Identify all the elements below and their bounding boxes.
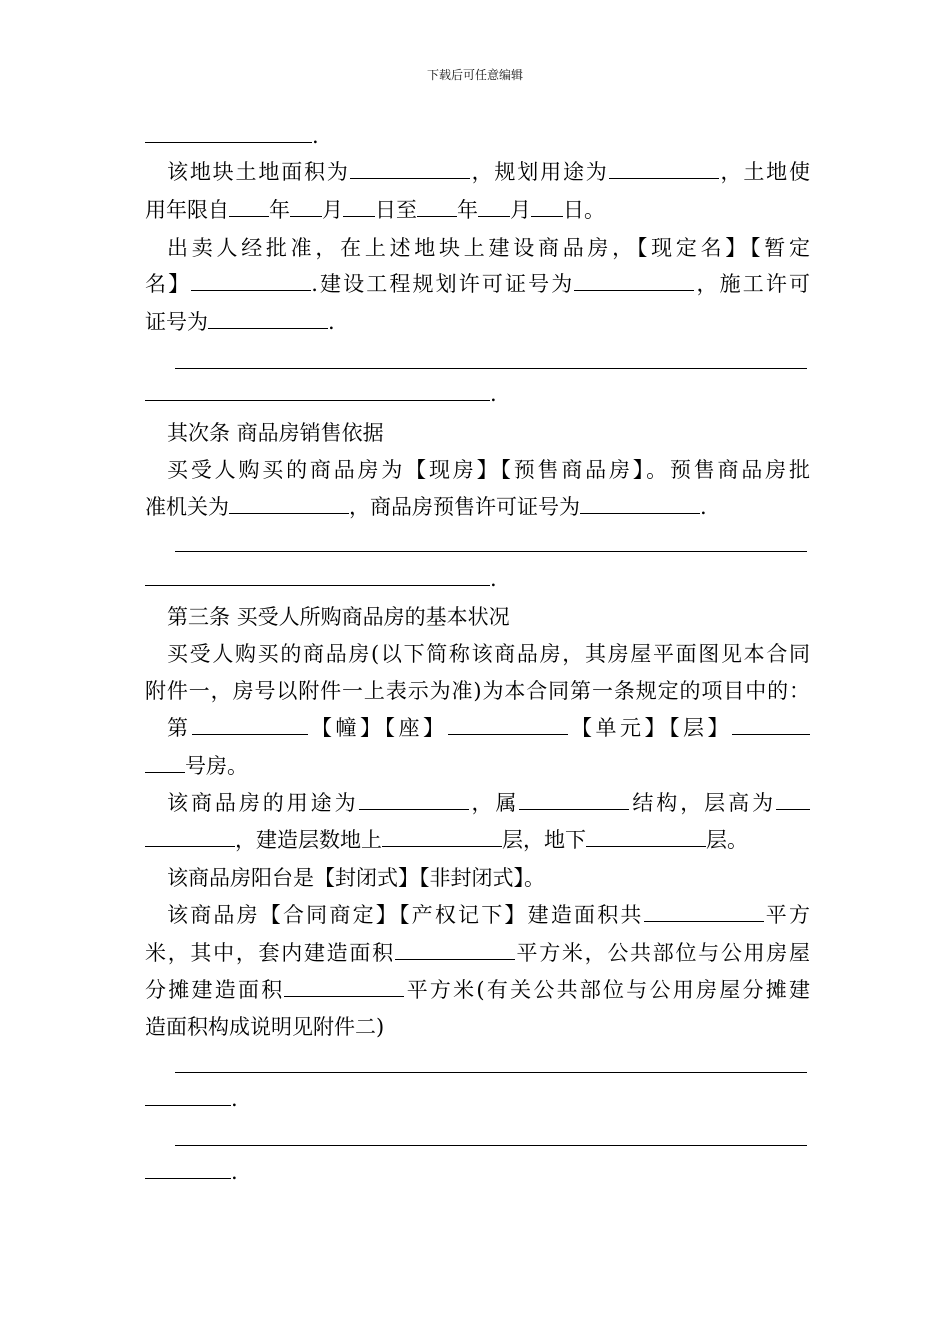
text: 分摊建造面积	[145, 978, 285, 1002]
article2-line-1: 买受人购买的商品房为【现房】【预售商品房】。预售商品房批	[167, 458, 810, 482]
text: ，建造层数地上	[235, 828, 382, 852]
building-blank[interactable]	[192, 716, 308, 735]
fill-line[interactable]	[175, 368, 807, 369]
construction-permit-blank[interactable]	[208, 310, 328, 329]
start-month-blank[interactable]	[290, 198, 322, 217]
text: 该商品房的用途为	[167, 791, 359, 815]
planned-use-blank[interactable]	[609, 160, 719, 179]
text: 日。	[563, 198, 605, 222]
period: .	[231, 1160, 238, 1184]
presale-permit-blank[interactable]	[580, 495, 700, 514]
blank-field[interactable]	[145, 1160, 231, 1179]
text: .建设工程规划许可证号为	[311, 272, 575, 296]
floor-blank[interactable]	[732, 716, 810, 735]
fill-line-end	[145, 382, 810, 406]
blank-field[interactable]	[145, 1087, 231, 1106]
approval-authority-blank[interactable]	[229, 495, 349, 514]
text: 层，地下	[502, 828, 586, 852]
text: 平方米(有关公共部位与公用房屋分摊建	[404, 978, 810, 1002]
seller-line-2	[145, 272, 810, 296]
planning-permit-blank[interactable]	[574, 272, 694, 291]
unit-blank[interactable]	[448, 716, 568, 735]
text: 结构，层高为	[629, 791, 777, 815]
article3-line-8	[167, 903, 810, 927]
article3-line-9	[145, 941, 810, 965]
land-area-blank[interactable]	[350, 160, 470, 179]
text: 【单元】【层】	[567, 716, 732, 740]
end-month-blank[interactable]	[478, 198, 510, 217]
text: 年	[457, 198, 478, 222]
text: 平方米，公共部位与公用房屋	[514, 941, 810, 965]
period: .	[490, 382, 497, 406]
fill-line-end	[145, 1087, 810, 1111]
land-line-1	[167, 160, 810, 184]
blank-field[interactable]	[145, 382, 490, 401]
period: .	[312, 124, 319, 148]
start-year-blank[interactable]	[229, 198, 269, 217]
article3-line-10	[145, 978, 810, 1002]
text: 月	[510, 198, 531, 222]
end-day-blank[interactable]	[531, 198, 563, 217]
text: 层。	[706, 828, 748, 852]
floor-height-blank[interactable]	[776, 791, 810, 810]
text: 证号为	[145, 310, 208, 334]
end-year-blank[interactable]	[417, 198, 457, 217]
article2-title: 其次条 商品房销售依据	[167, 421, 384, 445]
start-day-blank[interactable]	[343, 198, 375, 217]
text: ，商品房预售许可证号为	[349, 495, 580, 519]
inner-area-blank[interactable]	[395, 941, 515, 960]
period: .	[328, 310, 335, 334]
fill-line-end	[145, 1160, 810, 1184]
article3-line-1: 买受人购买的商品房(以下简称该商品房，其房屋平面图见本合同	[167, 642, 810, 666]
period: .	[700, 495, 707, 519]
article3-line-3	[167, 716, 810, 740]
page-header: 下载后可任意编辑	[426, 68, 523, 82]
article3-title: 第三条 买受人所购商品房的基本状况	[167, 605, 510, 629]
fill-line-end	[145, 567, 810, 591]
seller-line-3	[145, 310, 810, 334]
text: 号房。	[185, 754, 248, 778]
shared-area-blank[interactable]	[284, 978, 404, 997]
text: 名】	[145, 272, 192, 296]
usage-blank[interactable]	[359, 791, 469, 810]
text: ，施工许可	[694, 272, 810, 296]
below-ground-floors-blank[interactable]	[586, 828, 706, 847]
text: 【幢】【座】	[307, 716, 448, 740]
article2-line-2	[145, 495, 810, 519]
land-line-2	[145, 198, 810, 222]
text: 米，其中，套内建造面积	[145, 941, 395, 965]
structure-blank[interactable]	[519, 791, 629, 810]
period: .	[490, 567, 497, 591]
period: .	[231, 1087, 238, 1111]
above-ground-floors-blank[interactable]	[382, 828, 502, 847]
building-area-blank[interactable]	[644, 903, 764, 922]
text: 月	[322, 198, 343, 222]
text: ，规划用途为	[469, 160, 609, 184]
fill-line[interactable]	[175, 551, 807, 552]
article3-line-2: 附件一，房号以附件一上表示为准)为本合同第一条规定的项目中的：	[145, 679, 810, 703]
text: 该商品房【合同商定】【产权记下】建造面积共	[167, 903, 644, 927]
article3-line-4	[145, 754, 810, 778]
text: ，土地使	[718, 160, 810, 184]
text: 第	[167, 716, 192, 740]
project-name-blank[interactable]	[191, 272, 311, 291]
continuation-line	[145, 124, 810, 148]
text: 平方	[763, 903, 810, 927]
text: 该地块土地面积为	[167, 160, 350, 184]
blank-field[interactable]	[145, 124, 312, 143]
article3-line-5	[167, 791, 810, 815]
fill-line[interactable]	[175, 1145, 807, 1146]
article3-line-11: 造面积构成说明见附件二)	[145, 1015, 385, 1039]
fill-line[interactable]	[175, 1072, 807, 1073]
text: 准机关为	[145, 495, 229, 519]
room-number-blank[interactable]	[145, 754, 185, 773]
article3-line-7: 该商品房阳台是【封闭式】【非封闭式】。	[167, 866, 545, 890]
floor-height-blank-cont[interactable]	[145, 828, 235, 847]
article3-line-6	[145, 828, 810, 852]
text: ，属	[468, 791, 520, 815]
text: 年	[269, 198, 290, 222]
text: 用年限自	[145, 198, 229, 222]
seller-line-1: 出卖人经批准，在上述地块上建设商品房，【现定名】【暂定	[167, 236, 810, 260]
blank-field[interactable]	[145, 567, 490, 586]
text: 日至	[375, 198, 417, 222]
